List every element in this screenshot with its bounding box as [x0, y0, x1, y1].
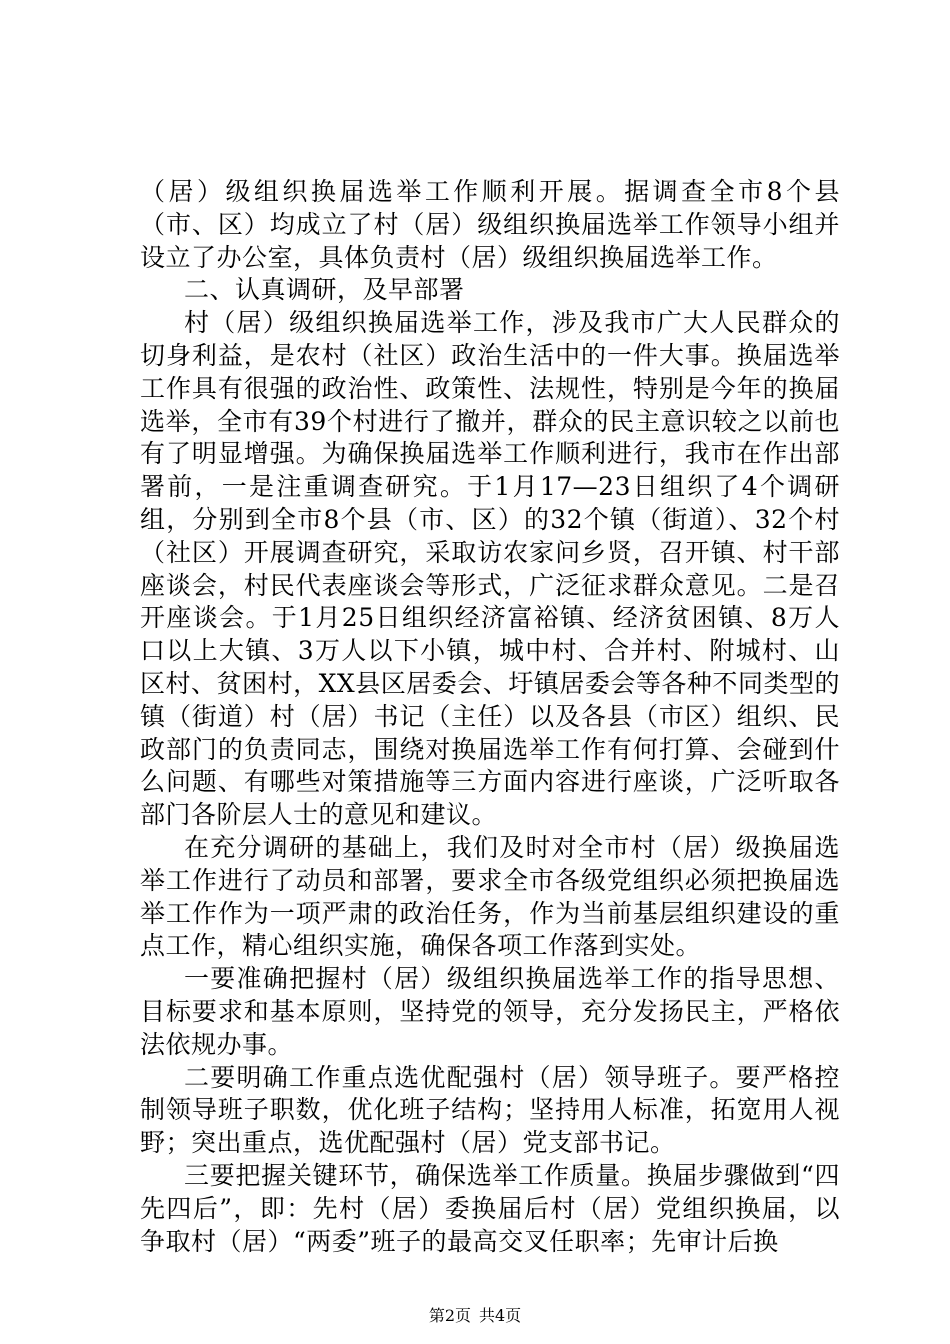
- page-footer: [0, 1306, 950, 1326]
- page-number: 第2页: [428, 1306, 471, 1325]
- paragraph-deployment: 在充分调研的基础上，我们及时对全市村（居）级换届选举工作进行了动员和部署，要求全市各级党组织必须把换届选举工作作为一项严肃的政治任务，作为当前基层组织建设的重点工作，精心组织实施，确保各项工作落到实处。: [140, 832, 840, 961]
- paragraph-point-three: 三要把握关键环节，确保选举工作质量。换届步骤做到“四先四后”，即：先村（居）委换届后村（居）党组织换届，以争取村（居）“两委”班子的最高交叉任职率；先审计后换: [140, 1160, 840, 1256]
- paragraph-point-two: 二要明确工作重点选优配强村（居）领导班子。要严格控制领导班子职数，优化班子结构；坚持用人标准，拓宽用人视野；突出重点，选优配强村（居）党支部书记。: [140, 1062, 840, 1158]
- document-body: [140, 176, 840, 1258]
- paragraph-research: 村（居）级组织换届选举工作，涉及我市广大人民群众的切身利益，是农村（社区）政治生活中的一件大事。换届选举工作具有很强的政治性、政策性、法规性，特别是今年的换届选举，全市有39个村进行了撤并，群众的民主意识较之以前也有了明显增强。为确保换届选举工作顺利进行，我市在作出部署前，一是注重调查研究。于1月17—23日组织了4个调研组，分别到全市8个县（市、区）的32个镇（街道）、32个村（社区）开展调查研究，采取访农家问乡贤，召开镇、村干部座谈会，村民代表座谈会等形式，广泛征求群众意见。二是召开座谈会。于1月25日组织经济富裕镇、经济贫困镇、8万人口以上大镇、3万人以下小镇，城中村、合并村、附城村、山区村、贫困村，XX县区居委会、圩镇居委会等各种不同类型的镇（街道）村（居）书记（主任）以及各县（市区）组织、民政部门的负责同志，围绕对换届选举工作有何打算、会碰到什么问题、有哪些对策措施等三方面内容进行座谈，广泛听取各部门各阶层人士的意见和建议。: [140, 308, 840, 830]
- paragraph-point-one: 一要准确把握村（居）级组织换届选举工作的指导思想、目标要求和基本原则，坚持党的领导，充分发扬民主，严格依法依规办事。: [140, 964, 840, 1059]
- section-heading: 二、认真调研，及早部署: [184, 275, 465, 305]
- page-total: 共4页: [479, 1306, 522, 1325]
- paragraph-continued: （居）级组织换届选举工作顺利开展。据调查全市8个县（市、区）均成立了村（居）级组织换届选举工作领导小组并设立了办公室，具体负责村（居）级组织换届选举工作。: [140, 177, 840, 272]
